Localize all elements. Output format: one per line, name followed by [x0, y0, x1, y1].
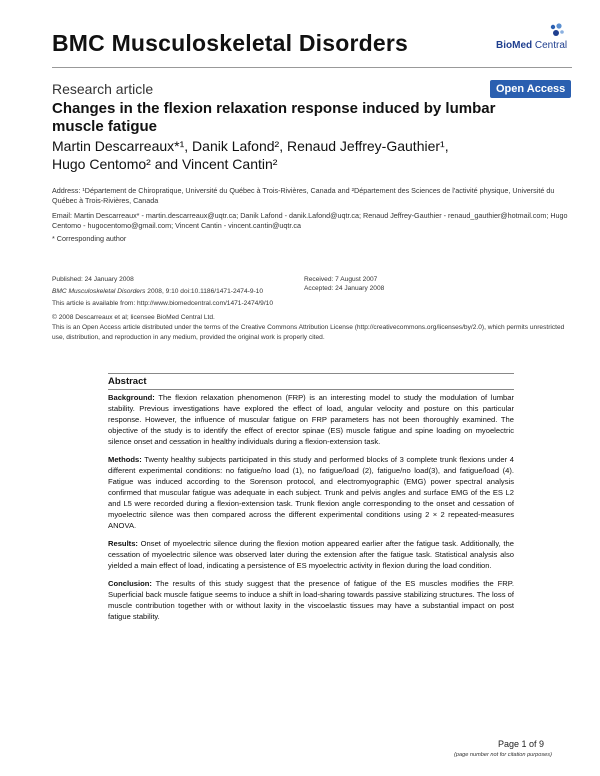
article-type: Research article [52, 81, 154, 97]
citation: BMC Musculoskeletal Disorders 2008, 9:10 doi:10.1186/1471-2474-9-10 [52, 288, 264, 295]
abstract-top-rule [108, 373, 514, 374]
affiliation-address: Address: ¹Département de Chiropratique, Université du Québec à Trois-Rivières, Canada and ²Département des Sciences de l'activité physique, Université du Québec à Trois-Rivières, Canada [52, 186, 555, 205]
published-date: Published: 24 January 2008 [52, 276, 134, 283]
author-emails: Email: Martin Descarreaux* - martin.descarreaux@uqtr.ca; Danik Lafond - danik.Lafond@uqtr.ca; Renaud Jeffrey-Gauthier - renaud_gauthier@hotmail.com; Hugo Centomo - hugocentomo@gmail.com; Vincent Cantin - vincent.cantin@uqtr.ca [52, 211, 568, 230]
abstract-conclusion: Conclusion: The results of this study suggest that the presence of fatigue of the ES muscles modifies the FRP. Superficial back muscle fatigue seems to induce a shift in load-sharing towards passive stabilizing structures. The loss of muscle contribution together with or without laxity in the viscoelastic tissues may have a substantial impact on post fatigue stability. [108, 579, 514, 621]
open-access-badge: Open Access [490, 80, 571, 98]
page-number-note: (page number not for citation purposes) [454, 752, 552, 758]
publisher-name: BioMed Central [496, 40, 568, 51]
authors-line-1: Martin Descarreaux*¹, Danik Lafond², Renaud Jeffrey-Gauthier¹, [52, 138, 449, 154]
authors-line-2: Hugo Centomo² and Vincent Cantin² [52, 156, 278, 172]
abstract-body [108, 392, 514, 629]
abstract-heading-rule [108, 389, 514, 390]
abstract-heading: Abstract [108, 376, 147, 387]
article-title: Changes in the flexion relaxation response induced by lumbar muscle fatigue [52, 100, 496, 135]
license-text: This is an Open Access article distributed under the terms of the Creative Commons Attribution License (http://creativecommons.org/licenses/by/2.0), which permits unrestricted use, distribution, and reproduction in any medium, provided the original work is properly cited. [52, 324, 565, 341]
header-divider [52, 67, 572, 68]
abstract-results: Results: Onset of myoelectric silence during the flexion motion appeared earlier after the fatigue task. Additionally, the cessation of myoelectric silence was observed later during the extension after the fatigue task. Statistical analysis also yielded a main effect of load, indicating a persistence of ES myoelectric activity in flexion during the load condition. [108, 539, 514, 570]
article-url[interactable]: This article is available from: http://www.biomedcentral.com/1471-2474/9/10 [52, 300, 273, 307]
copyright: © 2008 Descarreaux et al; licensee BioMed Central Ltd. [52, 314, 215, 321]
journal-title: BMC Musculoskeletal Disorders [52, 30, 409, 56]
corresponding-author-note: * Corresponding author [52, 234, 127, 243]
received-date: Received: 7 August 2007 [304, 276, 378, 283]
abstract-background: Background: The flexion relaxation phenomenon (FRP) is an interesting model to study the modulation of lumbar stability. Previous investigations have explored the effect of load, angular velocity and posture on this particular response. However, the influence of muscular fatigue on FRP parameters has not been thoroughly examined. The objective of the study is to identify the effect of erector spinae (ES) muscle fatigue and spine loading on myoelectric silence onset and cessation in healthy individuals during a flexion-extension task. [108, 393, 514, 446]
page-number: Page 1 of 9 [498, 739, 545, 749]
biomed-central-logo-icon [548, 23, 566, 39]
accepted-date: Accepted: 24 January 2008 [304, 285, 385, 292]
abstract-methods: Methods: Twenty healthy subjects participated in this study and performed blocks of 3 complete trunk flexions under 4 different experimental conditions: no fatigue/no load (1), no fatigue/load (2), fatigue/no load(3), and fatigue/load (4). Fatigue was induced according to the Sorenson protocol, and electromyographic (EMG) power spectral analysis confirmed that muscular fatigue was adequate in each subject. Trunk and pelvis angles and surface EMG of the ES L2 and L5 were recorded during a flexion-extension task. Trunk flexion angle corresponding to the onset and cessation of myoelectric silence was then compared across the different experimental conditions using 2 × 2 repeated-measures ANOVA. [108, 455, 514, 530]
authors [52, 137, 522, 173]
